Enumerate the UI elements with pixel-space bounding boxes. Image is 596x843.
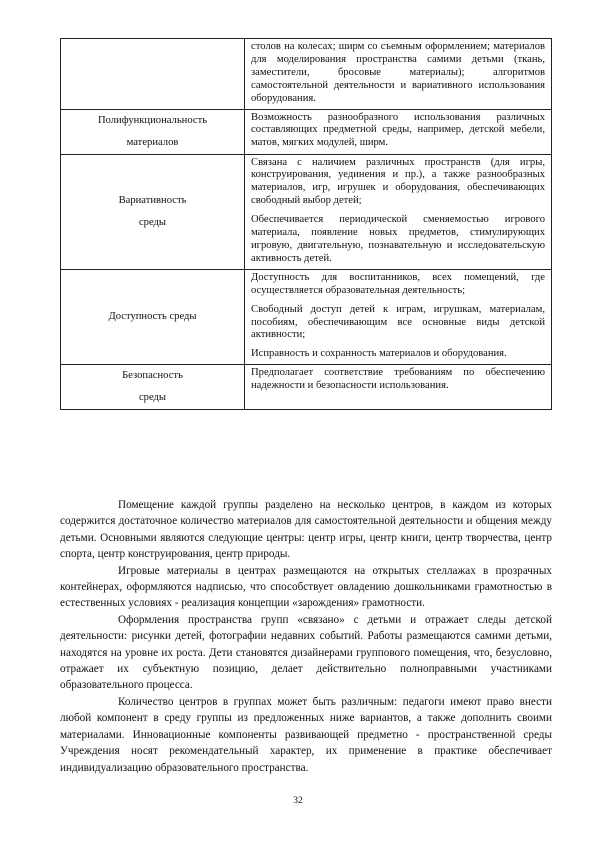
description-paragraph: Обеспечивается периодической сменяемостью игрового материала, появление новых предметов, стимулирующих игровую, двигательную, познавательную и исследовательскую активность детей. xyxy=(251,214,545,264)
environment-requirements-table xyxy=(60,38,552,410)
body-paragraph: Оформления пространства групп «связано» с детьми и отражает следы детской деятельности: рисунки детей, фотографии недавних событий. Работы размещаются самими детьми, находятся на уровне их роста. Дети становятся дизайнерами группового помещения, что, безусловно, отражает их субъектную позицию, делает действительно полноправными участниками образовательного процесса. xyxy=(60,613,552,692)
description-paragraph: Связана с наличием различных пространств (для игры, конструирования, уединения и пр.), а также разнообразных материалов, игр, игрушек и оборудования, обеспечивающих свободный выбор детей; xyxy=(251,156,545,207)
criterion-label: материалов xyxy=(126,136,179,148)
description-paragraph: столов на колесах; ширм со съемным оформлением; материалов для моделирования пространства самими детьми (ткань, заместители, бросовые материалы); алгоритмов самостоятельной деятельности и вариативного использования оборудования. xyxy=(251,41,545,104)
table-row xyxy=(61,109,552,154)
body-paragraph: Помещение каждой группы разделено на несколько центров, в каждом из которых содержится достаточное количество материалов для самостоятельной деятельности и общения между детьми. Основными являются следующие центры: центр игры, центр книги, центр творчества, центр спорта, центр конструирования, центр природы. xyxy=(60,499,552,561)
description-cell xyxy=(245,365,552,410)
description-cell xyxy=(245,39,552,110)
criterion-cell xyxy=(61,39,245,110)
body-text xyxy=(60,497,552,776)
table-row xyxy=(61,365,552,410)
description-paragraph: Исправность и сохранность материалов и оборудования. xyxy=(251,348,507,360)
criterion-cell xyxy=(61,154,245,269)
description-paragraph: Предполагает соответствие требованиям по обеспечению надежности и безопасности использования. xyxy=(251,367,545,392)
description-paragraph: Возможность разнообразного использования различных составляющих предметной среды, например, детской мебели, матов, мягких модулей, ширм. xyxy=(251,111,545,149)
table-row xyxy=(61,154,552,269)
criterion-label: Вариативность xyxy=(118,194,187,206)
criterion-label: среды xyxy=(138,216,167,228)
description-cell xyxy=(245,109,552,154)
criterion-cell xyxy=(61,365,245,410)
body-paragraph: Количество центров в группах может быть различным: педагоги имеют право внести любой компонент в среду группы из предложенных ниже вариантов, а также дополнить своими материалами. Инновационные компоненты развивающей предметно - пространственной среды Учреждения носят рекомендательный характер, их применение в практике обеспечивает индивидуализацию образовательного пространства. xyxy=(60,695,552,774)
criterion-label: Доступность среды xyxy=(108,311,197,322)
criterion-label: Полифункциональность xyxy=(97,114,208,126)
criterion-label: среды xyxy=(138,392,167,404)
description-paragraph: Доступность для воспитанников, всех помещений, где осуществляется образовательная деятельность; xyxy=(251,271,545,296)
page-number: 32 xyxy=(293,796,303,806)
description-paragraph: Свободный доступ детей к играм, игрушкам, материалам, пособиям, обеспечивающим все основные виды детской активности; xyxy=(251,303,545,341)
criterion-cell xyxy=(61,269,245,364)
criterion-label: Безопасность xyxy=(122,370,183,382)
body-paragraph: Игровые материалы в центрах размещаются на открытых стеллажах в прозрачных контейнерах, оформляются надписью, что способствует овладению дошкольниками грамотностью в естественных условиях - реализация концепции «зарождения» грамотности. xyxy=(60,564,552,610)
description-cell xyxy=(245,154,552,269)
table-row xyxy=(61,269,552,364)
criterion-cell xyxy=(61,109,245,154)
table-row xyxy=(61,39,552,110)
description-cell xyxy=(245,269,552,364)
